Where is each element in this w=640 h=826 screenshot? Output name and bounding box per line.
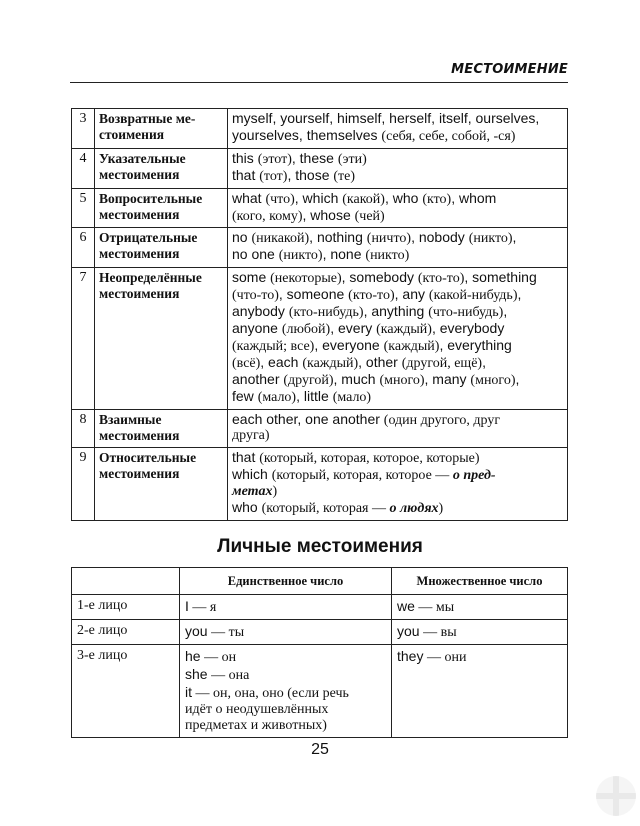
english-term: each other, one another xyxy=(232,410,384,427)
text-line xyxy=(232,428,563,444)
header-cell-person xyxy=(72,568,180,595)
translation: (который, которая — xyxy=(261,501,390,517)
pronoun-examples xyxy=(228,448,568,521)
text-line xyxy=(232,128,563,145)
singular-cell xyxy=(180,620,392,645)
table-row xyxy=(72,409,568,448)
english-term: yourselves, themselves xyxy=(232,126,382,143)
text-line xyxy=(232,270,563,287)
translation: предметах и животных) xyxy=(185,718,327,733)
pronoun-type-name: Возвратные ме-стоимения xyxy=(95,109,228,149)
translation: (кто-то) xyxy=(417,271,465,287)
translation: (некоторые) xyxy=(270,271,342,287)
text-line xyxy=(232,372,563,389)
text-line xyxy=(232,247,563,264)
text-line xyxy=(232,484,563,500)
english-term: , nobody xyxy=(411,229,469,246)
text-line xyxy=(397,648,562,666)
english-term: , somebody xyxy=(341,269,418,286)
translation: (чей) xyxy=(354,208,385,224)
english-term: , these xyxy=(291,149,338,166)
translation: — ты xyxy=(207,625,245,640)
english-term: we xyxy=(397,598,415,614)
english-term: that xyxy=(232,166,260,183)
italic-note: метах xyxy=(232,484,273,500)
translation: (эти) xyxy=(337,151,367,167)
table-row xyxy=(72,268,568,409)
pronoun-examples xyxy=(228,228,568,268)
english-term: , little xyxy=(296,387,333,404)
text-line xyxy=(185,718,386,734)
translation: (каждый; все) xyxy=(232,338,315,354)
section-title: Личные местоимения xyxy=(217,536,423,557)
english-term: which xyxy=(232,466,272,483)
row-number: 9 xyxy=(72,448,95,521)
row-number: 3 xyxy=(72,109,95,149)
english-term: , other xyxy=(358,353,402,370)
translation: — я xyxy=(188,600,217,615)
translation: (какой-нибудь) xyxy=(428,288,518,304)
translation: (всё) xyxy=(232,355,261,371)
english-term: few xyxy=(232,387,258,404)
table-row xyxy=(72,645,568,738)
translation: (который, которая, которое, которые) xyxy=(259,451,480,467)
text-line xyxy=(185,623,386,641)
english-term: I xyxy=(185,598,189,614)
running-header xyxy=(70,62,568,83)
translation: друга) xyxy=(232,428,270,444)
row-number: 6 xyxy=(72,228,95,268)
personal-pronouns-table xyxy=(71,567,568,738)
text-line xyxy=(232,355,563,372)
translation: — он xyxy=(200,650,237,665)
translation: (себя, себе, собой, -ся) xyxy=(381,128,516,144)
english-term: what xyxy=(232,189,266,206)
english-term: , xyxy=(515,370,520,387)
text-line xyxy=(232,111,563,128)
pronoun-examples xyxy=(228,148,568,188)
english-term: , each xyxy=(260,353,303,370)
translation: (любой) xyxy=(281,321,331,337)
english-term: , everyone xyxy=(314,336,384,353)
translation: — мы xyxy=(414,600,455,615)
english-term: anybody xyxy=(232,303,289,320)
header-cell-singular: Единственное число xyxy=(180,568,392,595)
english-term: , none xyxy=(322,246,366,263)
english-term: , xyxy=(503,303,508,320)
english-term: , everything xyxy=(439,336,512,353)
singular-cell xyxy=(180,645,392,738)
english-term: some xyxy=(232,269,271,286)
text-line xyxy=(185,702,386,718)
text-line xyxy=(232,389,563,406)
english-term: , everybody xyxy=(431,319,505,336)
header-title: МЕСТОИМЕНИЕ xyxy=(445,62,568,77)
italic-note: о пред- xyxy=(452,468,496,484)
translation: ) xyxy=(272,484,278,500)
translation: (кто) xyxy=(422,191,452,207)
text-line xyxy=(232,338,563,355)
english-term: , something xyxy=(464,269,537,286)
row-number: 7 xyxy=(72,268,95,409)
text-line xyxy=(232,287,563,304)
translation: — вы xyxy=(419,625,457,640)
translation: ) xyxy=(438,501,444,517)
translation: (какой) xyxy=(342,191,385,207)
english-term: it xyxy=(185,684,192,700)
translation: (кого, кому) xyxy=(232,208,303,224)
text-line xyxy=(397,598,562,616)
english-term: , every xyxy=(330,319,377,336)
pronoun-examples xyxy=(228,268,568,409)
table-row xyxy=(72,228,568,268)
plural-cell xyxy=(392,595,568,620)
translation: (кто-нибудь) xyxy=(288,305,364,321)
flag-watermark-icon xyxy=(596,776,636,816)
english-term: , someone xyxy=(278,286,349,303)
pronoun-examples xyxy=(228,188,568,228)
pronoun-examples xyxy=(228,109,568,149)
page-number: 25 xyxy=(311,741,329,758)
english-term: , many xyxy=(424,370,471,387)
english-term: who xyxy=(232,499,262,516)
english-term: they xyxy=(397,648,424,664)
translation: (другой, ещё) xyxy=(401,355,483,371)
text-line xyxy=(232,230,563,247)
pronoun-type-name: Вопросительные местоимения xyxy=(95,188,228,228)
translation: — он, она, оно (если речь xyxy=(192,686,349,701)
translation: (много) xyxy=(470,372,516,388)
translation: (каждый) xyxy=(302,355,359,371)
translation: (каждый) xyxy=(376,321,432,337)
english-term: , xyxy=(517,286,522,303)
pronoun-type-name: Указательные местоимения xyxy=(95,148,228,188)
translation: (кто-то) xyxy=(348,288,395,304)
table-row xyxy=(72,595,568,620)
text-line xyxy=(232,467,563,484)
translation: (другой) xyxy=(283,372,334,388)
english-term: she xyxy=(185,666,208,682)
translation: (этот) xyxy=(257,151,292,167)
english-term: , who xyxy=(384,189,423,206)
singular-cell xyxy=(180,595,392,620)
english-term: no one xyxy=(232,246,279,263)
table-row xyxy=(72,188,568,228)
translation: (что-то) xyxy=(232,288,279,304)
translation: (те) xyxy=(333,168,356,184)
english-term: , which xyxy=(294,189,343,206)
table-header-row xyxy=(72,568,568,595)
english-term: , xyxy=(512,229,517,246)
english-term: another xyxy=(232,370,284,387)
row-number: 4 xyxy=(72,148,95,188)
text-line xyxy=(232,168,563,185)
table-row xyxy=(72,109,568,149)
translation: (никто) xyxy=(278,248,323,264)
pronoun-type-name: Взаимные местоимения xyxy=(95,409,228,448)
text-line xyxy=(185,598,386,616)
translation: (никакой) xyxy=(251,231,310,247)
english-term: , nothing xyxy=(309,229,367,246)
translation: (что) xyxy=(265,191,295,207)
english-term: , much xyxy=(333,370,380,387)
plural-cell xyxy=(392,645,568,738)
translation: (никто) xyxy=(365,248,410,264)
text-line xyxy=(232,500,563,517)
italic-note: о людях xyxy=(389,501,439,517)
text-line xyxy=(232,151,563,168)
translation: (никто) xyxy=(468,231,513,247)
english-term: , whose xyxy=(302,206,355,223)
english-term: anyone xyxy=(232,319,282,336)
english-term: that xyxy=(232,449,260,466)
translation: (мало) xyxy=(332,389,372,405)
translation: (один другого, друг xyxy=(383,412,501,428)
english-term: he xyxy=(185,648,201,664)
english-term: this xyxy=(232,149,258,166)
pronoun-examples xyxy=(228,409,568,448)
translation: — они xyxy=(423,650,467,665)
english-term: , those xyxy=(287,166,334,183)
english-term: , whom xyxy=(451,189,497,206)
translation: идёт о неодушевлённых xyxy=(185,702,329,717)
text-line xyxy=(185,684,386,702)
person-cell: 2-е лицо xyxy=(72,620,180,645)
header-cell-plural: Множественное число xyxy=(392,568,568,595)
text-line xyxy=(232,191,563,208)
english-term: myself, yourself, himself, herself, itself, ourselves, xyxy=(232,110,540,126)
text-line xyxy=(185,666,386,684)
translation: (ничто) xyxy=(366,231,412,247)
text-line xyxy=(232,304,563,321)
translation: (что-нибудь) xyxy=(428,305,504,321)
translation: (который, которая, которое — xyxy=(271,468,453,484)
table-row xyxy=(72,620,568,645)
pronoun-type-name: Неопределённые местоимения xyxy=(95,268,228,409)
english-term: you xyxy=(397,623,420,639)
english-term: no xyxy=(232,229,252,246)
table-row xyxy=(72,448,568,521)
english-term: , anything xyxy=(363,303,429,320)
pronoun-type-name: Отрицательные местоимения xyxy=(95,228,228,268)
text-line xyxy=(232,412,563,429)
row-number: 8 xyxy=(72,409,95,448)
text-line xyxy=(232,208,563,225)
translation: (каждый) xyxy=(383,338,440,354)
english-term: , xyxy=(482,353,486,370)
plural-cell xyxy=(392,620,568,645)
table-row xyxy=(72,148,568,188)
person-cell: 3-е лицо xyxy=(72,645,180,738)
pronoun-types-table xyxy=(71,108,568,521)
translation: (тот) xyxy=(259,168,288,184)
translation: — она xyxy=(207,668,250,683)
text-line xyxy=(397,623,562,641)
person-cell: 1-е лицо xyxy=(72,595,180,620)
text-line xyxy=(232,450,563,467)
english-term: you xyxy=(185,623,208,639)
text-line xyxy=(185,648,386,666)
row-number: 5 xyxy=(72,188,95,228)
pronoun-type-name: Относительные местоимения xyxy=(95,448,228,521)
translation: (много) xyxy=(379,372,425,388)
text-line xyxy=(232,321,563,338)
translation: (мало) xyxy=(257,389,297,405)
english-term: , any xyxy=(394,286,429,303)
